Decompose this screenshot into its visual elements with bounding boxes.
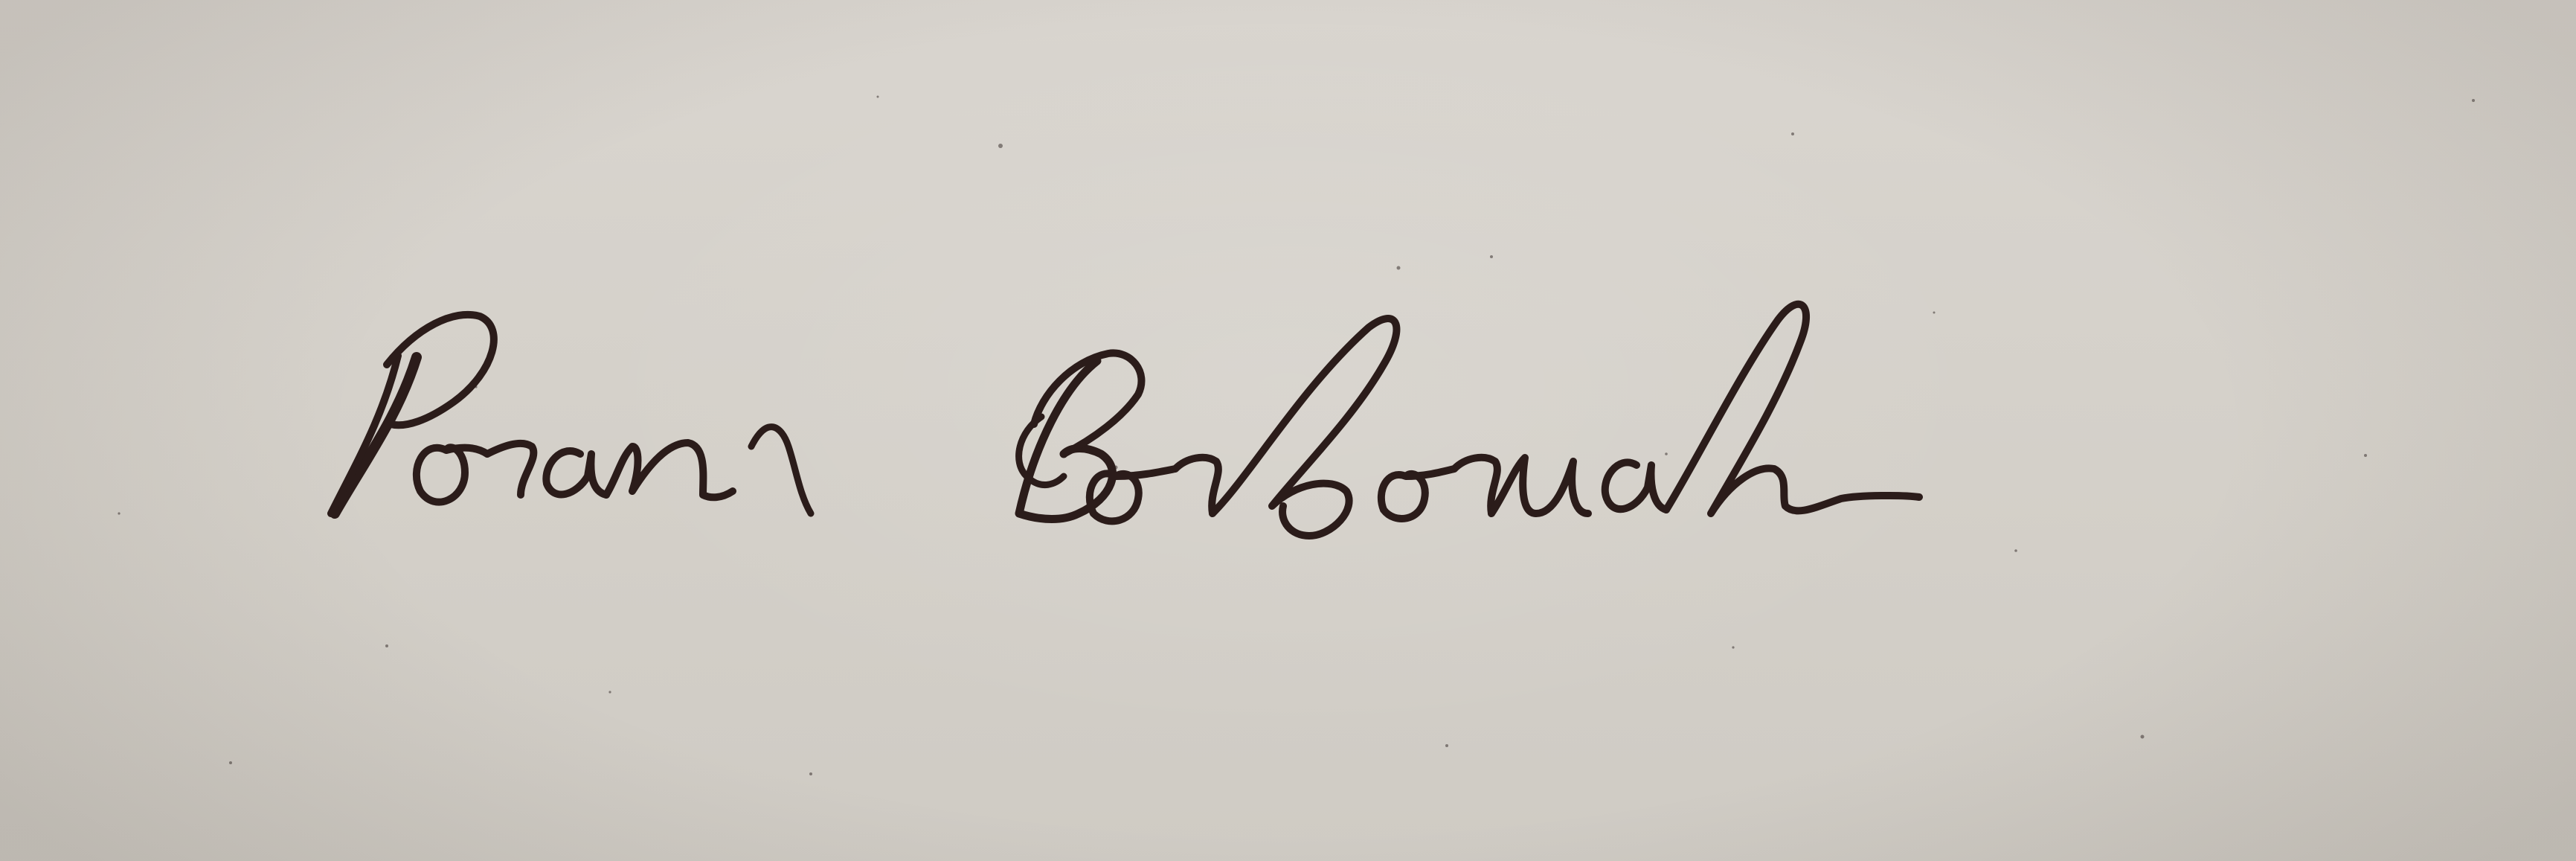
signature-first-name (331, 315, 811, 513)
signature-ink (331, 304, 1919, 536)
signature-last-name (1019, 304, 1919, 536)
